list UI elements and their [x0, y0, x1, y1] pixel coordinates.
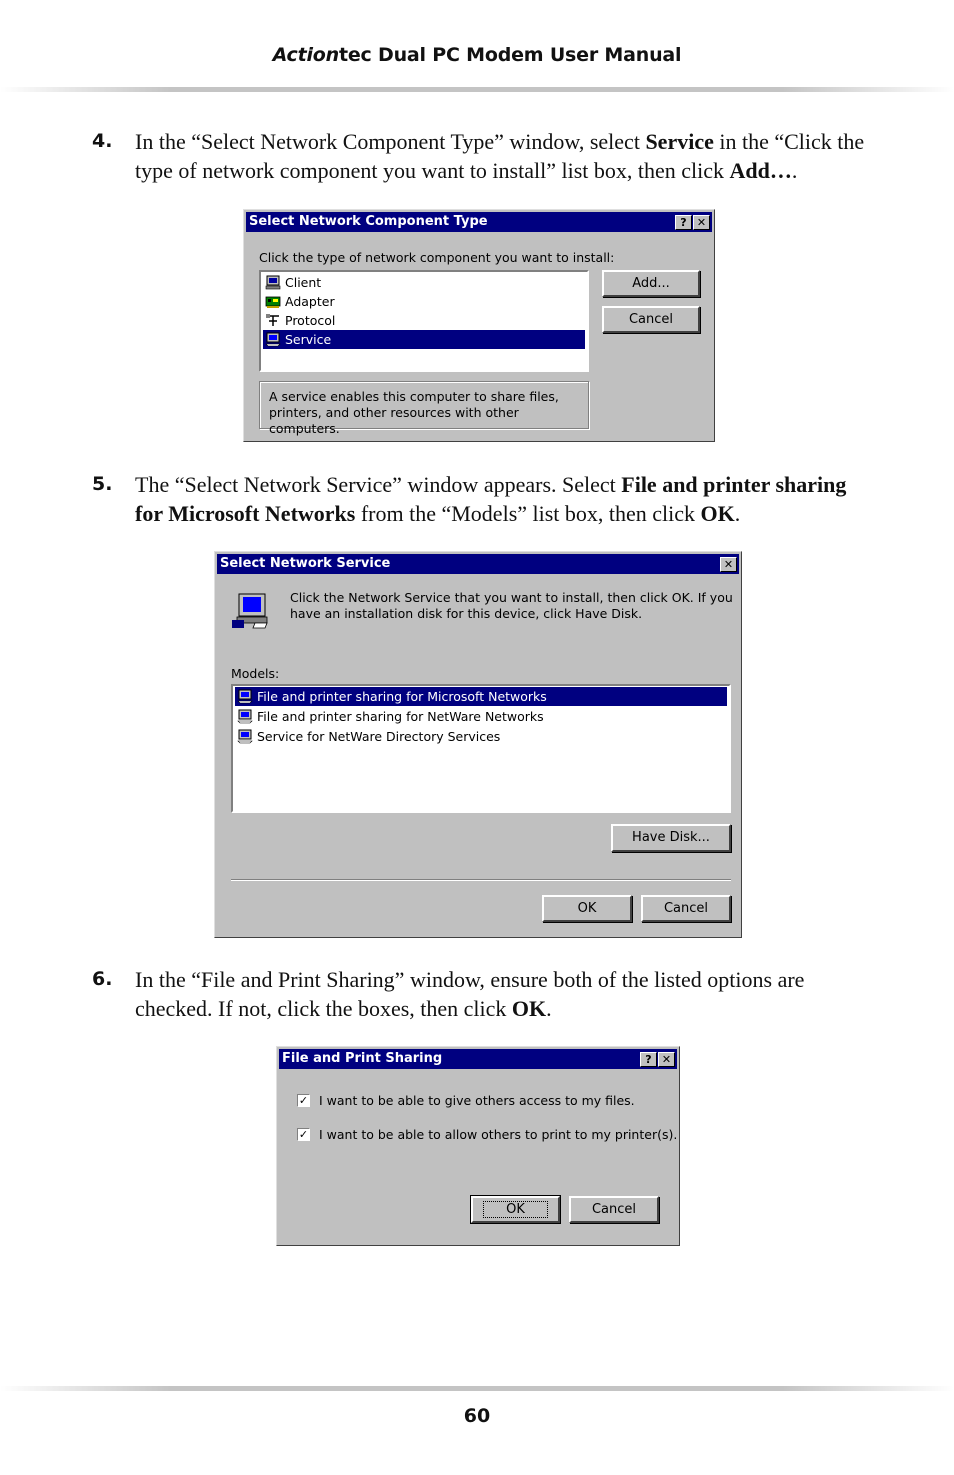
list-item-ms-file-printer-sharing[interactable]: File and printer sharing for Microsoft Networks [235, 687, 727, 706]
list-item-adapter[interactable]: Adapter [263, 292, 585, 311]
service-icon [237, 709, 253, 724]
dialog-title-bar [217, 554, 739, 574]
brand-italic: Action [272, 44, 339, 66]
description-group [259, 381, 589, 436]
step-4 [92, 127, 872, 185]
close-button[interactable]: ✕ [720, 557, 737, 572]
models-label: Models: [231, 666, 280, 681]
close-button[interactable]: ✕ [693, 215, 710, 230]
separator [231, 879, 731, 881]
manual-header [0, 44, 954, 66]
step-text: In the “Select Network Component Type” window, select Service in the “Click the type of network component you want to install” list box, then click Add…. [135, 129, 865, 183]
client-icon [265, 275, 281, 290]
models-list[interactable] [231, 684, 731, 813]
list-item-protocol[interactable]: Protocol [263, 311, 585, 330]
service-icon [237, 729, 253, 744]
dialog-title: File and Print Sharing [282, 1051, 443, 1066]
component-list[interactable] [259, 270, 589, 372]
select-network-service-dialog [214, 551, 742, 938]
service-icon [237, 689, 253, 704]
close-button[interactable]: ✕ [658, 1052, 675, 1067]
list-item-client[interactable]: Client [263, 273, 585, 292]
component-prompt: Click the type of network component you want to install: [259, 250, 615, 265]
component-description: A service enables this computer to share files, printers, and other resources with other computers. [269, 389, 559, 436]
file-and-print-sharing-dialog [276, 1046, 680, 1246]
step-6 [92, 965, 872, 1023]
dialog-title-bar [279, 1049, 677, 1069]
ok-button[interactable]: OK [471, 1196, 560, 1223]
add-button[interactable]: Add... [602, 270, 700, 297]
step-5 [92, 470, 872, 528]
step-text: The “Select Network Service” window appears. Select File and printer sharing for Microsoft Networks from the “Models” list box, then click OK. [135, 472, 847, 526]
footer-rule [0, 1386, 954, 1391]
allow-print-checkbox[interactable]: ✓ [298, 1128, 309, 1141]
give-access-checkbox[interactable]: ✓ [298, 1094, 309, 1107]
list-item-service[interactable]: Service [263, 330, 585, 349]
step-number: 6. [92, 968, 113, 990]
step-number: 5. [92, 473, 113, 495]
give-access-label: I want to be able to give others access to my files. [319, 1093, 635, 1108]
adapter-icon [265, 294, 281, 309]
have-disk-button[interactable]: Have Disk... [611, 824, 731, 852]
step-text: In the “File and Print Sharing” window, ensure both of the listed options are checked. If not, click the boxes, then click OK. [135, 967, 805, 1021]
dialog-title: Select Network Service [220, 556, 391, 571]
cancel-button[interactable]: Cancel [569, 1196, 659, 1223]
help-button[interactable]: ? [640, 1052, 657, 1067]
header-rule [0, 87, 954, 92]
allow-print-label: I want to be able to allow others to print to my printer(s). [319, 1127, 678, 1142]
cancel-button[interactable]: Cancel [602, 306, 700, 333]
network-computer-icon [231, 592, 271, 630]
dialog-title: Select Network Component Type [249, 214, 488, 229]
step-number: 4. [92, 130, 113, 152]
page-number: 60 [463, 1405, 491, 1427]
list-item-netware-file-printer-sharing[interactable]: File and printer sharing for NetWare Networks [235, 707, 727, 726]
header-title: tec Dual PC Modem User Manual [338, 44, 682, 66]
cancel-button[interactable]: Cancel [641, 895, 731, 922]
protocol-icon [265, 313, 281, 328]
list-item-netware-directory-services[interactable]: Service for NetWare Directory Services [235, 727, 727, 746]
ok-button[interactable]: OK [542, 895, 632, 922]
help-button[interactable]: ? [675, 215, 692, 230]
select-network-component-type-dialog [243, 209, 715, 442]
service-icon [265, 332, 281, 347]
dialog-title-bar [246, 212, 712, 232]
service-instructions: Click the Network Service that you want to install, then click OK. If you have an installation disk for this device, click Have Disk. [290, 590, 733, 621]
